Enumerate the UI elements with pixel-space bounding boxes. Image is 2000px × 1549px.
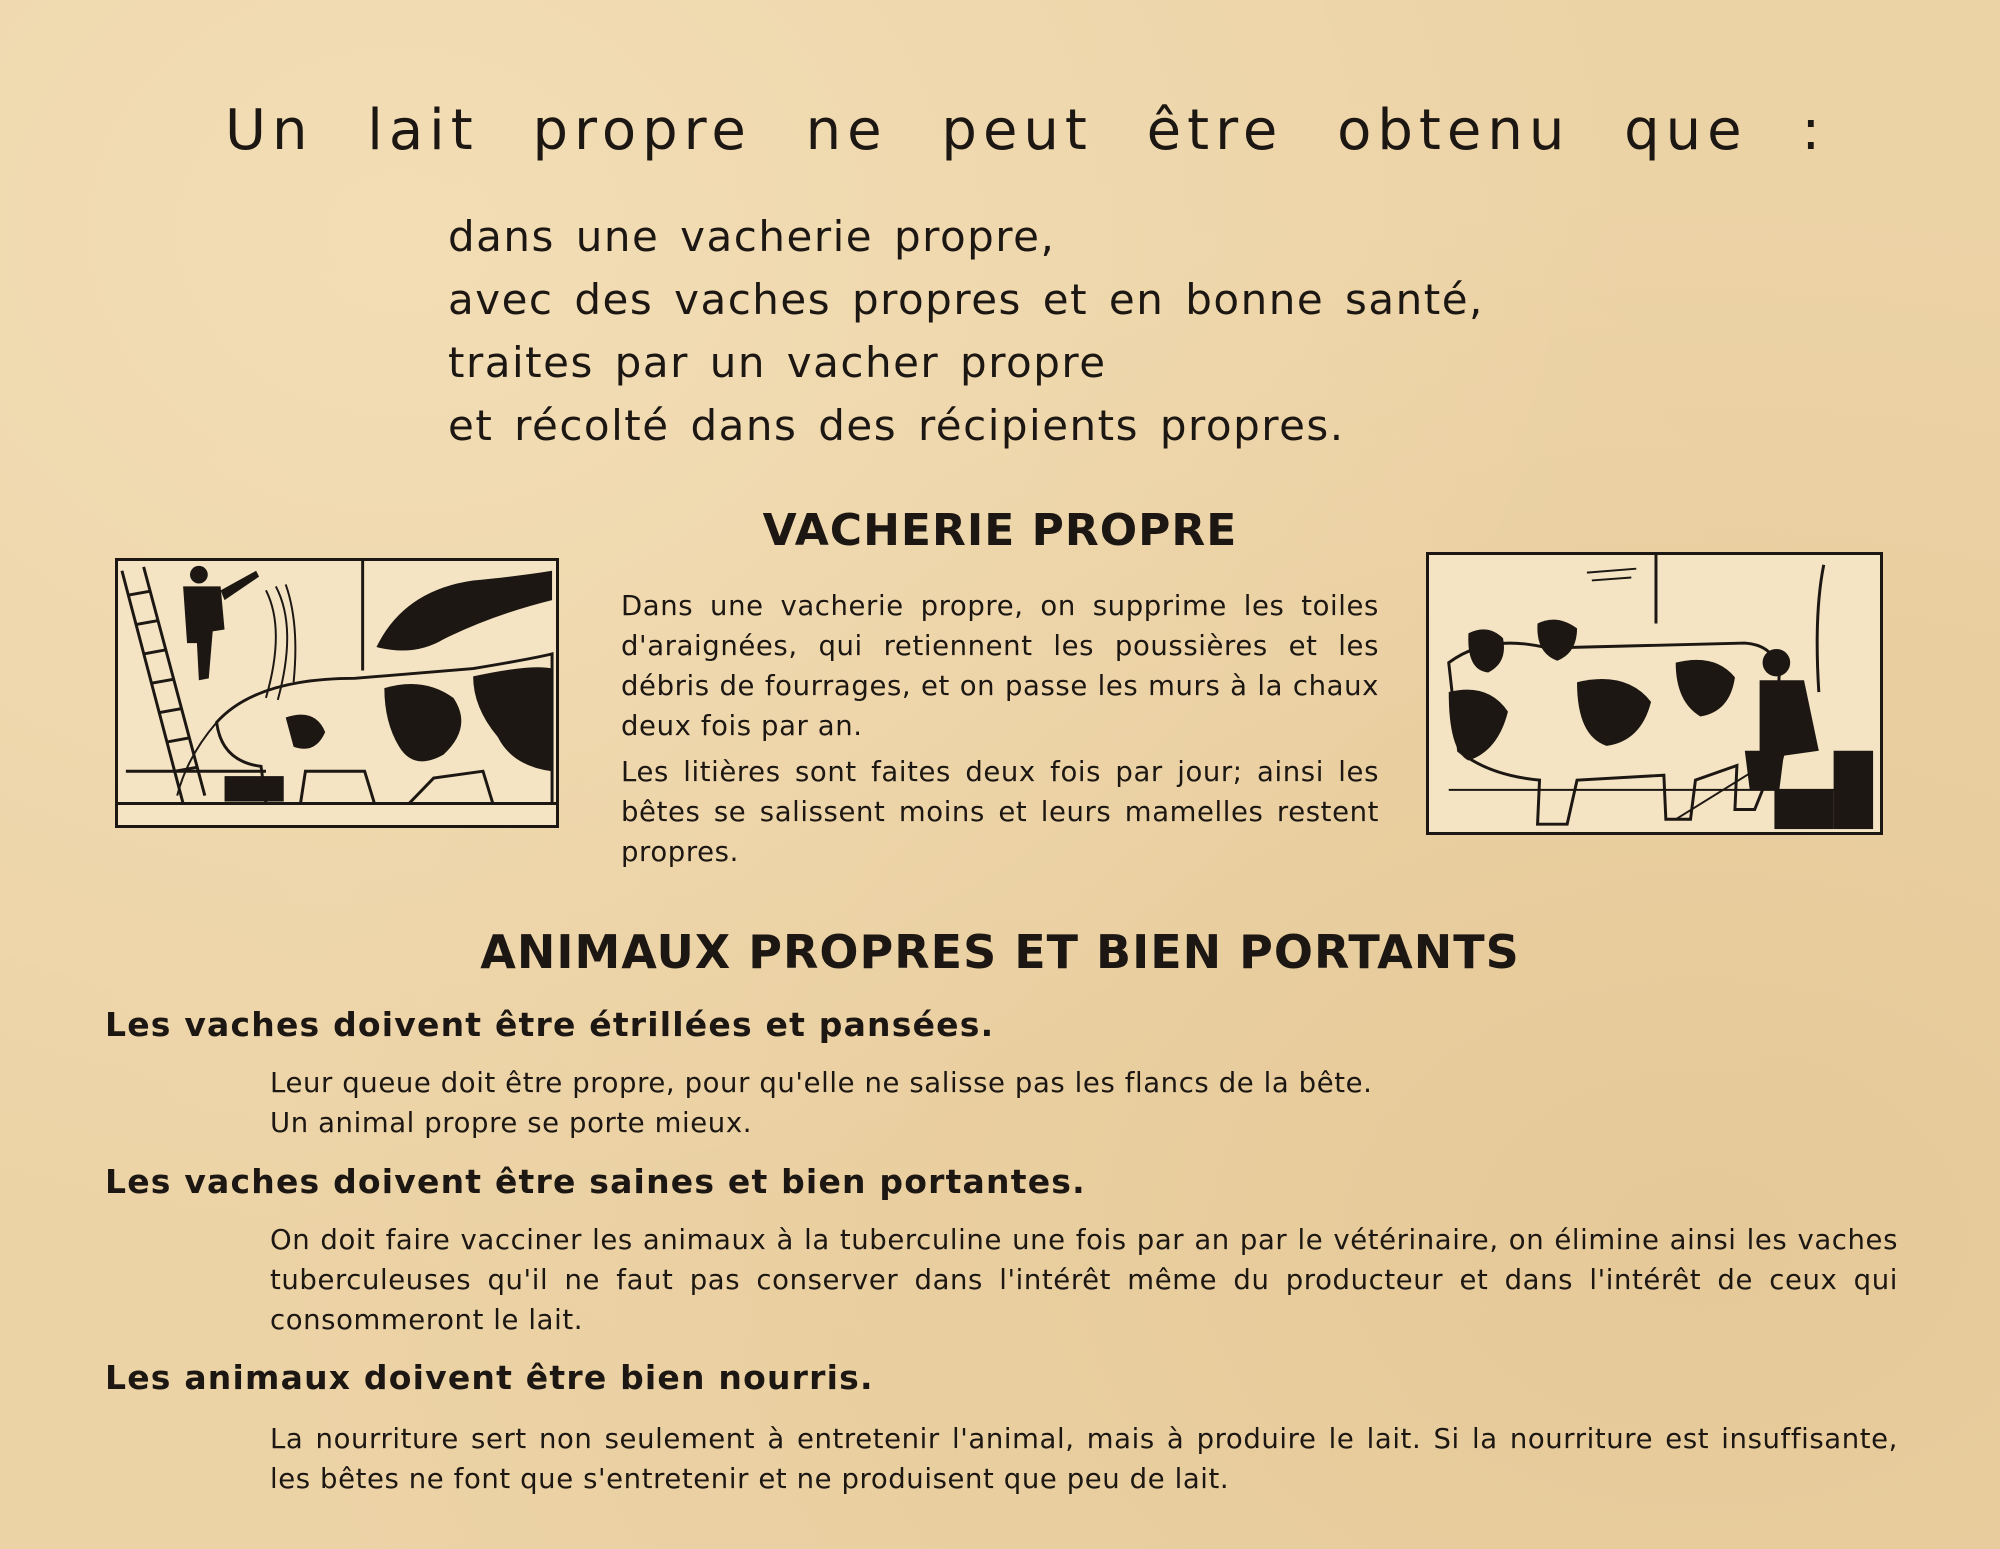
section-heading-grooming: Les vaches doivent être étrillées et pansées. (105, 1005, 995, 1044)
illustration-cleaning-stable (115, 558, 559, 828)
section-heading-feeding: Les animaux doivent être bien nourris. (105, 1358, 874, 1397)
section-line: Un animal propre se porte mieux. (270, 1107, 753, 1139)
intro-line: et récolté dans des récipients propres. (448, 401, 1345, 450)
milking-drawing (1429, 555, 1880, 832)
stable-cleaning-drawing (118, 561, 556, 825)
section-line: Leur queue doit être propre, pour qu'elle ne salisse pas les flancs de la bête. (270, 1067, 1373, 1099)
page-title: Un lait propre ne peut être obtenu que : (225, 98, 1827, 163)
section-body-health: On doit faire vacciner les animaux à la tuberculine une fois par an par le vétérinaire, on élimine ainsi les vaches tuberculeuses qu'il ne faut pas conserver dans l'intérêt même du producteur et dans l'intérêt de ceux qui consommeront le lait. (270, 1224, 1898, 1336)
vacherie-paragraph: Les litières sont faites deux fois par jour; ainsi les bêtes se salissent moins et leurs mamelles restent propres. (621, 756, 1379, 868)
vacherie-paragraph: Dans une vacherie propre, on supprime les toiles d'araignées, qui retiennent les poussières et les débris de fourrages, et on passe les murs à la chaux deux fois par an. (621, 590, 1379, 742)
vacherie-body (621, 586, 1379, 878)
section-body-grooming (270, 1063, 1898, 1143)
animaux-title: ANIMAUX PROPRES ET BIEN PORTANTS (480, 925, 1520, 979)
intro-line: avec des vaches propres et en bonne santé, (448, 275, 1484, 324)
section-heading-health: Les vaches doivent être saines et bien portantes. (105, 1162, 1086, 1201)
intro-line: dans une vacherie propre, (448, 212, 1056, 261)
vacherie-title: VACHERIE PROPRE (762, 505, 1238, 556)
intro-list (448, 205, 1648, 457)
section-body-feeding: La nourriture sert non seulement à entretenir l'animal, mais à produire le lait. Si la nourriture est insuffisante, les bêtes ne font que s'entretenir et ne produisent que peu de lait. (270, 1423, 1898, 1495)
illustration-milking (1426, 552, 1883, 835)
intro-line: traites par un vacher propre (448, 338, 1107, 387)
